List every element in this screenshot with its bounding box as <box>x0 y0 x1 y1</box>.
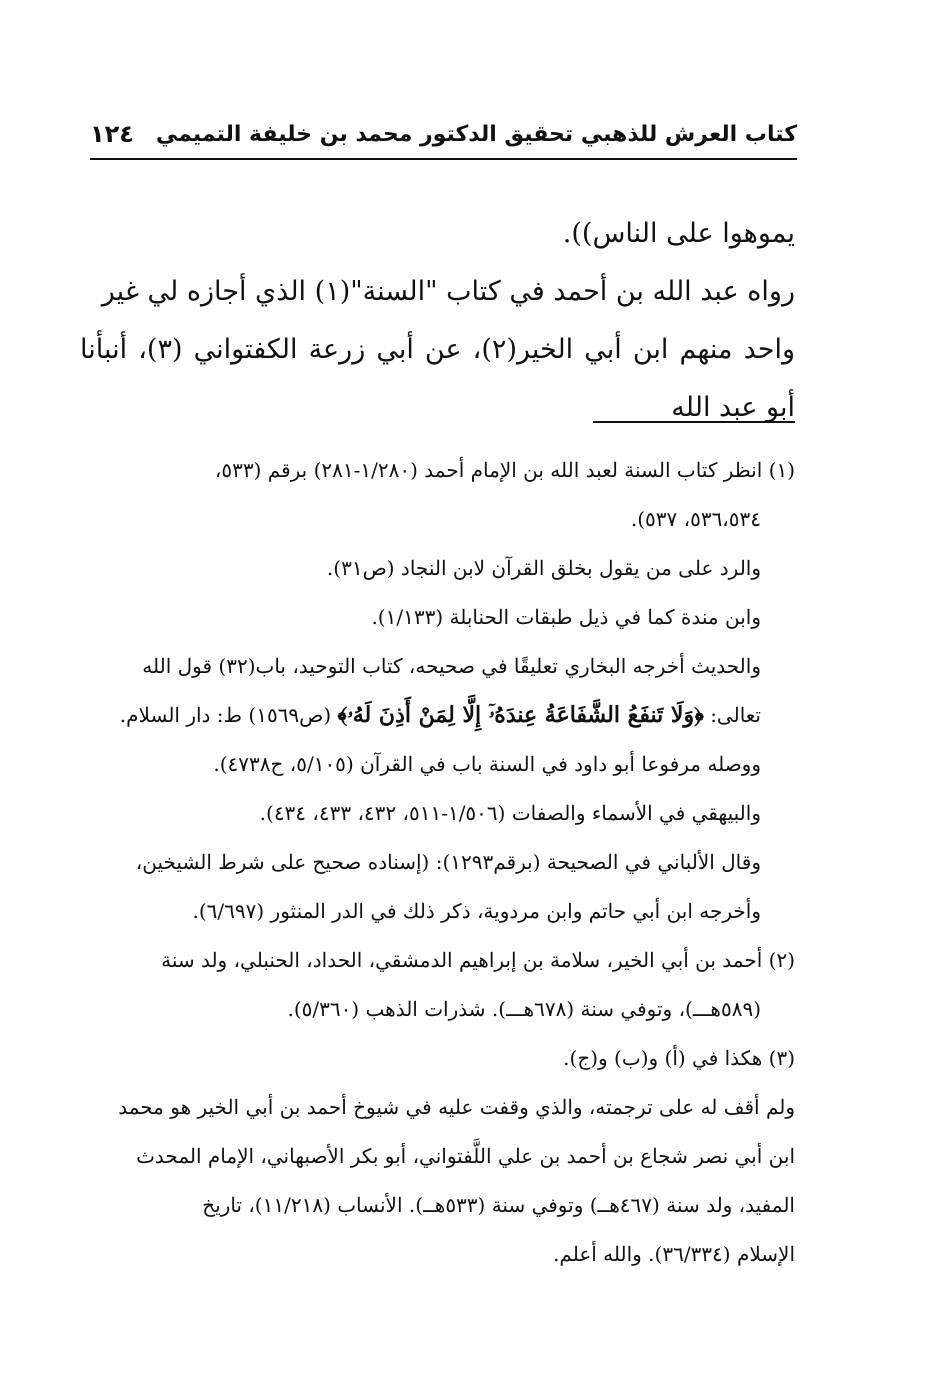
footnote-1-line: (١) انظر كتاب السنة لعبد الله بن الإمام أحمد (١/٢٨٠-٢٨١) برقم (٥٣٣، <box>214 458 795 482</box>
footnote-2-line: (٥٨٩هـــ)، وتوفي سنة (٦٧٨هـــ). شذرات الذهب (٥/٣٦٠). <box>287 997 761 1021</box>
quran-prefix: تعالى: <box>710 703 761 727</box>
footnote-1-line: وابن مندة كما في ذيل طبقات الحنابلة (١/١٣٣). <box>371 605 761 629</box>
footnote-1-line: والبيهقي في الأسماء والصفات (١/٥٠٦-٥١١، ٤٣٢، ٤٣٣، ٤٣٤). <box>259 801 761 825</box>
main-text <box>80 205 795 437</box>
footnotes <box>82 446 795 1279</box>
main-line-1: يموهوا على الناس)). <box>562 218 795 249</box>
running-title: كتاب العرش للذهبي تحقيق الدكتور محمد بن خليفة التميمي <box>155 122 797 147</box>
footnote-1-line: ووصله مرفوعا أبو داود في السنة باب في القرآن (٥/١٠٥، ح٤٧٣٨). <box>213 752 761 776</box>
quran-reference: (ص١٥٦٩) ط: دار السلام. <box>119 703 332 727</box>
footnote-2-line: (٢) أحمد بن أبي الخير، سلامة بن إبراهيم الدمشقي، الحداد، الحنبلي، ولد سنة <box>161 948 795 972</box>
footnote-3-line: (٣) هكذا في (أ) و(ب) و(ج). <box>563 1046 795 1070</box>
quran-verse: ﴿وَلَا تَنفَعُ الشَّفَاعَةُ عِندَهُۥٓ إِلَّا لِمَنْ أَذِنَ لَهُۥ﴾ <box>337 702 704 728</box>
page-number: ١٢٤ <box>90 120 134 148</box>
footnote-3-line: ابن أبي نصر شجاع بن أحمد بن علي اللَّفتواني، أبو بكر الأصبهاني، الإمام المحدث <box>136 1144 795 1168</box>
main-line-2: رواه عبد الله بن أحمد في كتاب "السنة"(١) الذي أجازه لي غير <box>101 276 795 307</box>
footnote-1-line: والحديث أخرجه البخاري تعليقًا في صحيحه، كتاب التوحيد، باب(٣٢) قول الله <box>142 654 761 678</box>
footnote-1-quran-line <box>82 691 795 740</box>
footnote-3-line: الإسلام (٣٦/٣٣٤). والله أعلم. <box>553 1242 795 1266</box>
footnote-1-line: ٥٣٦،٥٣٤، ٥٣٧). <box>630 507 761 531</box>
footnote-3-line: المفيد، ولد سنة (٤٦٧هــ) وتوفي سنة (٥٣٣هــ). الأنساب (١١/٢١٨)، تاريخ <box>202 1193 795 1217</box>
footnote-3-line: ولم أقف له على ترجمته، والذي وقفت عليه في شيوخ أحمد بن أبي الخير هو محمد <box>118 1095 795 1119</box>
main-line-3: واحد منهم ابن أبي الخير(٢)، عن أبي زرعة الكفتواني (٣)، أنبأنا أبو عبد الله <box>80 334 795 423</box>
footnote-1-line: وأخرجه ابن أبي حاتم وابن مردوية، ذكر ذلك في الدر المنثور (٦/٦٩٧). <box>192 899 761 923</box>
footnote-separator <box>593 421 795 423</box>
footnote-1-line: وقال الألباني في الصحيحة (برقم١٢٩٣): (إسناده صحيح على شرط الشيخين، <box>135 850 761 874</box>
footnote-1-line: والرد على من يقول بخلق القرآن لابن النجاد (ص٣١). <box>326 556 761 580</box>
page-header <box>90 118 797 160</box>
